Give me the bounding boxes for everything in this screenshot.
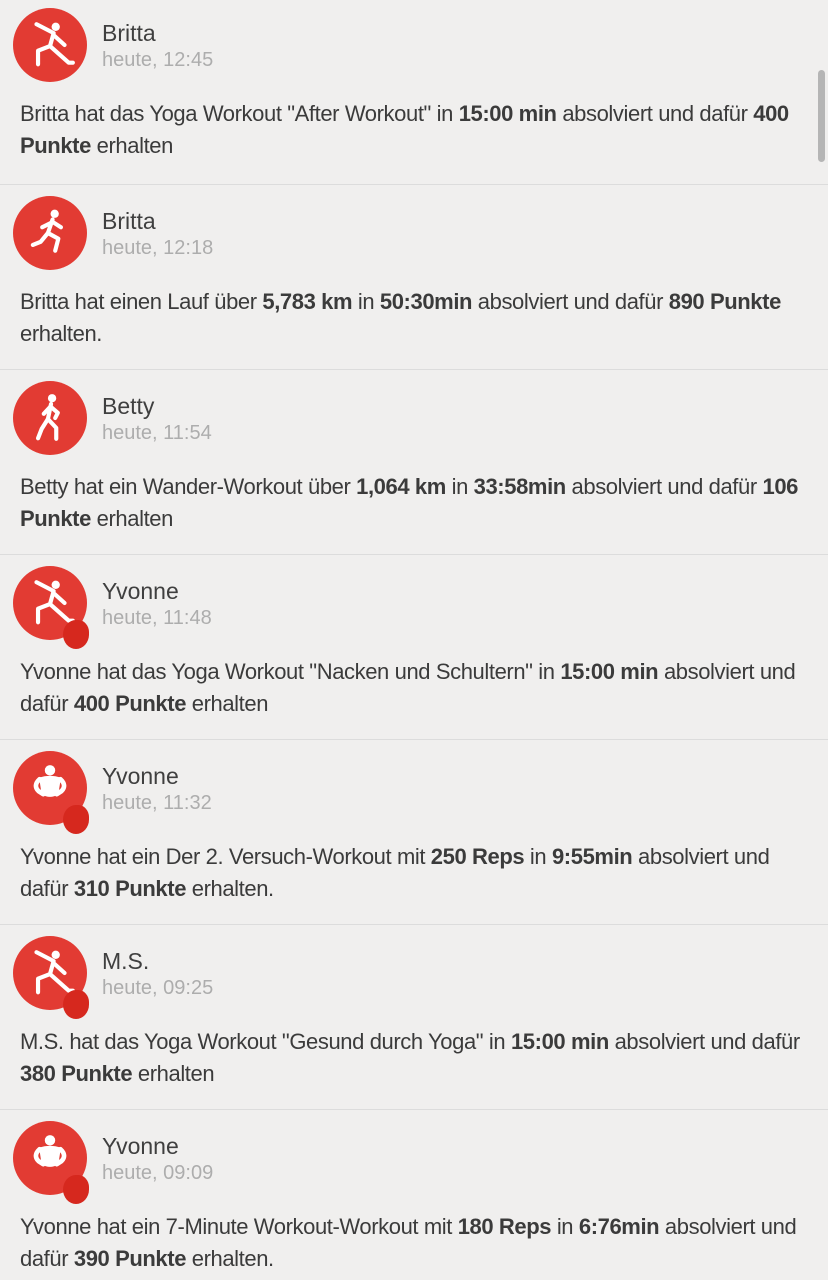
avatar[interactable] — [13, 8, 87, 82]
message-text: absolviert und dafür — [20, 659, 796, 716]
avatar[interactable] — [13, 566, 87, 640]
feed-item-header — [13, 1121, 828, 1195]
message-highlight: 400 Punkte — [20, 101, 789, 158]
message-highlight: 106 Punkte — [20, 474, 798, 531]
message-text: absolviert und dafür — [565, 474, 763, 499]
message-highlight: 380 Punkte — [20, 1061, 133, 1086]
timestamp: heute, 12:45 — [102, 48, 214, 71]
hike-icon — [13, 381, 87, 455]
timestamp: heute, 11:32 — [102, 791, 212, 814]
activity-badge-dot — [63, 620, 89, 649]
user-block — [102, 762, 212, 815]
feed-item[interactable] — [0, 740, 828, 925]
scrollbar-thumb[interactable] — [818, 70, 825, 162]
user-block — [102, 1132, 213, 1185]
feed-item[interactable] — [0, 0, 828, 185]
activity-message — [20, 471, 808, 535]
message-highlight: 9:55min — [551, 844, 633, 869]
message-highlight: 1,064 km — [356, 474, 446, 499]
user-name: Yvonne — [102, 577, 179, 604]
activity-badge-dot — [63, 990, 89, 1019]
message-highlight: 15:00 min — [560, 659, 659, 684]
message-text: erhalten — [90, 506, 173, 531]
feed-item[interactable] — [0, 1110, 828, 1280]
feed-item-header — [13, 566, 828, 640]
activity-message — [20, 286, 808, 350]
message-text: erhalten. — [186, 876, 274, 901]
user-name: Yvonne — [102, 1132, 179, 1159]
activity-badge-dot — [63, 805, 89, 834]
activity-message — [20, 656, 808, 720]
message-text: absolviert und dafür — [20, 1214, 797, 1271]
message-text: Yvonne hat ein 7-Minute Workout-Workout mit — [20, 1214, 458, 1239]
avatar[interactable] — [13, 751, 87, 825]
user-name: Yvonne — [102, 762, 179, 789]
message-highlight: 400 Punkte — [73, 691, 187, 716]
message-text: erhalten — [90, 133, 173, 158]
user-block — [102, 207, 213, 260]
activity-message — [20, 1026, 808, 1090]
message-text: Yvonne hat ein Der 2. Versuch-Workout mit — [20, 844, 431, 869]
run-icon — [13, 196, 87, 270]
feed-item[interactable] — [0, 185, 828, 370]
feed-item-header — [13, 8, 828, 82]
avatar[interactable] — [13, 381, 87, 455]
message-text: absolviert und dafür — [556, 101, 754, 126]
message-text: absolviert und dafür — [472, 289, 669, 314]
user-block — [102, 392, 212, 445]
message-text: absolviert und dafür — [608, 1029, 800, 1054]
activity-message — [20, 841, 808, 905]
activity-message — [20, 1211, 808, 1275]
message-text: in — [524, 844, 552, 869]
message-highlight: 5,783 km — [262, 289, 353, 314]
user-name: Britta — [102, 19, 156, 46]
message-highlight: 250 Reps — [430, 844, 525, 869]
message-highlight: 310 Punkte — [73, 876, 187, 901]
message-text: in — [352, 289, 380, 314]
message-highlight: 33:58min — [473, 474, 566, 499]
user-name: Betty — [102, 392, 155, 419]
avatar[interactable] — [13, 1121, 87, 1195]
message-text: Britta hat das Yoga Workout "After Workout" in — [20, 101, 459, 126]
feed-item-header — [13, 936, 828, 1010]
feed-item-header — [13, 751, 828, 825]
message-text: erhalten. — [20, 321, 103, 346]
timestamp: heute, 09:25 — [102, 976, 214, 999]
feed-item[interactable] — [0, 555, 828, 740]
user-name: M.S. — [102, 947, 150, 974]
user-name: Britta — [102, 207, 156, 234]
avatar[interactable] — [13, 936, 87, 1010]
message-text: Britta hat einen Lauf über — [20, 289, 263, 314]
message-highlight: 15:00 min — [458, 101, 557, 126]
message-text: Betty hat ein Wander-Workout über — [20, 474, 357, 499]
message-text: in — [551, 1214, 579, 1239]
timestamp: heute, 09:09 — [102, 1161, 214, 1184]
user-block — [102, 19, 213, 72]
timestamp: heute, 11:54 — [102, 421, 212, 444]
message-highlight: 6:76min — [578, 1214, 660, 1239]
message-text: M.S. hat das Yoga Workout "Gesund durch Yoga" in — [20, 1029, 511, 1054]
message-highlight: 390 Punkte — [73, 1246, 187, 1271]
activity-badge-dot — [63, 1175, 89, 1204]
timestamp: heute, 12:18 — [102, 236, 214, 259]
message-highlight: 15:00 min — [510, 1029, 609, 1054]
message-text: absolviert und dafür — [20, 844, 770, 901]
timestamp: heute, 11:48 — [102, 606, 212, 629]
feed-item-header — [13, 196, 828, 270]
user-block — [102, 947, 213, 1000]
message-text: erhalten — [132, 1061, 215, 1086]
message-text: erhalten. — [186, 1246, 274, 1271]
feed-item-header — [13, 381, 828, 455]
user-block — [102, 577, 212, 630]
message-text: in — [445, 474, 474, 499]
message-highlight: 890 Punkte — [668, 289, 781, 314]
message-text: Yvonne hat das Yoga Workout "Nacken und Schultern" in — [20, 659, 561, 684]
message-highlight: 180 Reps — [457, 1214, 552, 1239]
avatar[interactable] — [13, 196, 87, 270]
yoga-icon — [13, 8, 87, 82]
message-highlight: 50:30min — [379, 289, 473, 314]
message-text: erhalten — [186, 691, 269, 716]
activity-message — [20, 98, 808, 162]
feed-item[interactable] — [0, 370, 828, 555]
feed-item[interactable] — [0, 925, 828, 1110]
